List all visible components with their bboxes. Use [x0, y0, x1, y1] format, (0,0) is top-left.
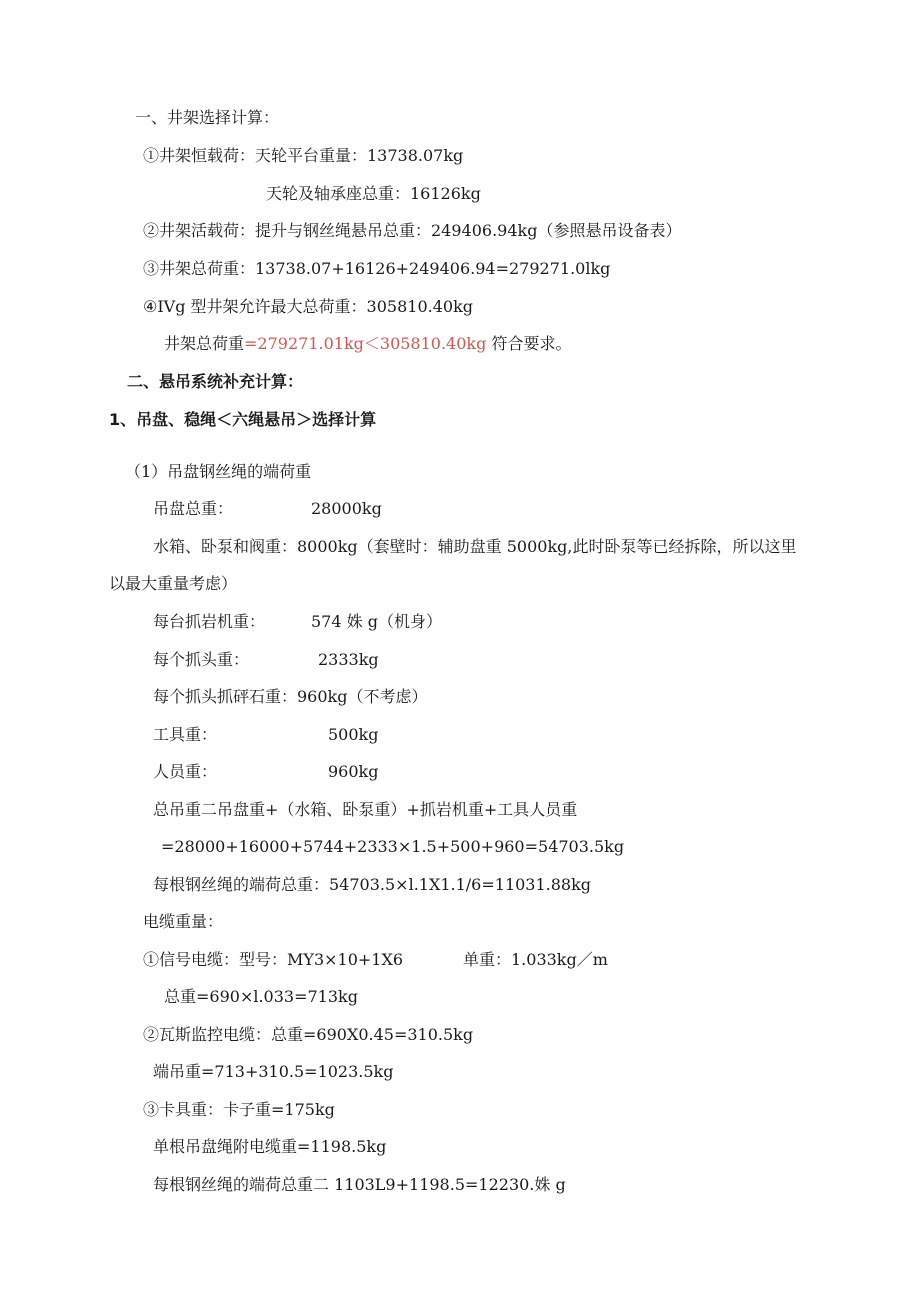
tool-weight-label: 工具重：	[153, 725, 218, 744]
subsection-1-title: （1）吊盘钢丝绳的端荷重	[125, 462, 312, 481]
load-check-prefix: 井架总荷重	[164, 334, 245, 353]
tank-weight-line-1: 水箱、卧泵和阀重：8000kg（套壁时：辅助盘重 5000kg,此时卧泵等已经拆除，所以这里	[153, 537, 797, 556]
dead-load-line: ①井架恒载荷：天轮平台重量：13738.07kg	[143, 146, 464, 165]
section-1-title: 一、井架选择计算：	[135, 108, 280, 127]
load-check-suffix: 符合要求。	[486, 334, 572, 353]
rope-end-load: 每根钢丝绳的端荷总重：54703.5×l.1X1.1/6=11031.88kg	[153, 875, 592, 894]
clamp-weight-line: ③卡具重：卡子重=175kg	[143, 1100, 335, 1119]
grab-weight-label: 每台抓岩机重：	[153, 612, 266, 631]
head-weight-label: 每个抓头重：	[153, 650, 250, 669]
rope-end-total-load: 每根钢丝绳的端荷总重二 1103L9+1198.5=12230.姝 g	[153, 1175, 566, 1194]
section-2-title: 二、悬吊系统补充计算：	[127, 372, 304, 391]
rock-weight-line: 每个抓头抓砰石重：960kg（不考虑）	[153, 687, 428, 706]
head-weight-value: 2333kg	[318, 650, 379, 669]
end-hang-weight: 端吊重=713+310.5=1023.5kg	[153, 1062, 394, 1081]
platform-weight-value: 28000kg	[311, 499, 382, 518]
grab-weight-value: 574 姝 g（机身）	[311, 612, 442, 631]
total-load-line: ③井架总荷重：13738.07+16126+249406.94=279271.0lkg	[143, 259, 611, 278]
allowable-load-line: ④IVg 型井架允许最大总荷重：305810.40kg	[143, 297, 474, 316]
dead-load-line-2: 天轮及轴承座总重：16126kg	[266, 184, 481, 203]
tank-weight-line-2: 以最大重量考虑）	[109, 574, 238, 593]
total-hang-result: =28000+16000+5744+2333×1.5+500+960=54703.5kg	[161, 837, 625, 856]
live-load-line: ②井架活载荷：提升与钢丝绳悬吊总重：249406.94kg（参照悬吊设备表）	[143, 221, 682, 240]
signal-cable-unit-weight: 单重：1.033kg／m	[463, 950, 608, 969]
staff-weight-value: 960kg	[328, 762, 379, 781]
section-2-1-title: 1、吊盘、稳绳＜六绳悬吊＞选择计算	[109, 410, 377, 429]
platform-weight-label: 吊盘总重：	[153, 499, 234, 518]
staff-weight-label: 人员重：	[153, 762, 218, 781]
load-check-comparison: =279271.01kg＜305810.40kg	[244, 334, 487, 353]
single-rope-cable-weight: 单根吊盘绳附电缆重=1198.5kg	[153, 1137, 387, 1156]
signal-cable-total: 总重=690×l.033=713kg	[164, 987, 358, 1006]
signal-cable-line: ①信号电缆：型号：MY3×10+1X6	[143, 950, 404, 969]
total-hang-formula: 总吊重二吊盘重+（水箱、卧泵重）+抓岩机重+工具人员重	[153, 800, 578, 819]
tool-weight-value: 500kg	[328, 725, 379, 744]
load-check-line	[164, 334, 571, 354]
cable-weight-title: 电缆重量：	[143, 912, 224, 931]
gas-cable-line: ②瓦斯监控电缆：总重=690X0.45=310.5kg	[143, 1025, 474, 1044]
